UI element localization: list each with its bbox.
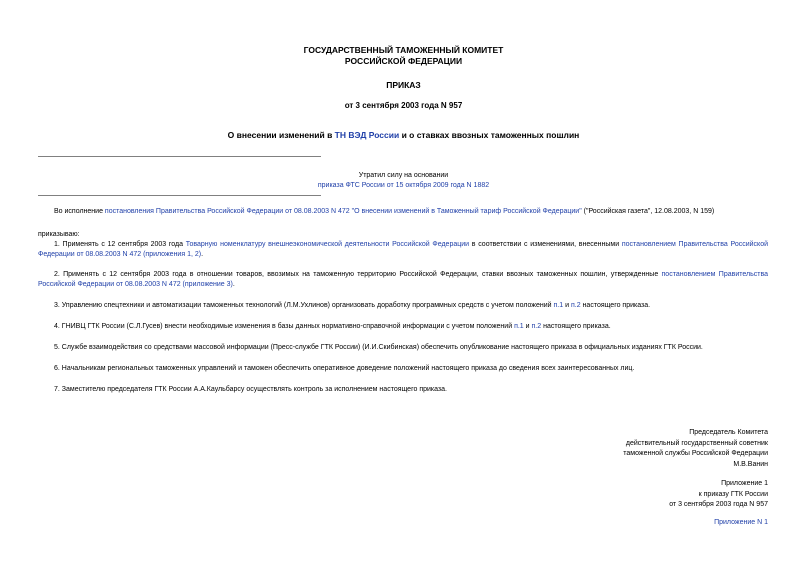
- clause-3: [38, 301, 768, 311]
- preamble-text-end: ("Российская газета", 12.08.2003, N 159): [581, 208, 715, 215]
- resolution-472-appendices-link[interactable]: постановлением Правительства Российской Федерации от 08.08.2003 N 472 (приложения 1, 2): [38, 241, 768, 258]
- preamble: [38, 207, 768, 217]
- appendix-ref: к приказу ГТК России: [698, 490, 768, 498]
- clause-1-text-c: .: [201, 251, 204, 258]
- subject-text-end: и о ставках ввозных таможенных пошлин: [399, 130, 580, 140]
- clause-1-text-b: в соответствии с изменениями, внесенными: [469, 241, 622, 248]
- clause-4-text-b: и: [523, 323, 532, 330]
- order-word: приказываю:: [38, 231, 80, 238]
- issuer-line-2: РОССИЙСКОЙ ФЕДЕРАЦИИ: [344, 56, 463, 66]
- document-subject: [0, 130, 807, 140]
- signature-block: [623, 428, 768, 470]
- signer-rank: действительный государственный советник: [625, 439, 768, 447]
- clause-4-text-a: 4. ГНИВЦ ГТК России (С.Л.Гусев) внести необходимые изменения в базы данных нормативно-справочной информации с учетом положений: [54, 323, 515, 330]
- status-note: [0, 171, 807, 190]
- document-date: от 3 сентября 2003 года N 957: [344, 101, 463, 110]
- clause-3-p2-link[interactable]: п.2: [570, 302, 581, 309]
- divider-top: [38, 156, 321, 157]
- signer-service: таможенной службы Российской Федерации: [623, 450, 768, 457]
- clause-2-text-b: .: [232, 281, 235, 288]
- clause-2-text-a: 2. Применять с 12 сентября 2003 года в отношении товаров, ввозимых на таможенную территорию Российской Федерации, ставки ввозных таможенных пошлин, утвержденные: [54, 271, 662, 278]
- signer-name: М.В.Ванин: [733, 460, 768, 468]
- clause-7: 7. Заместителю председателя ГТК России А.А.Каульбарсу осуществлять контроль за исполнением настоящего приказа.: [54, 386, 447, 393]
- tn-ved-link[interactable]: ТН ВЭД России: [334, 130, 400, 140]
- appendix-block: [669, 479, 768, 511]
- clause-6: 6. Начальникам региональных таможенных управлений и таможен обеспечить оперативное доведение положений настоящего приказа до сведения всех заинтересованных лиц.: [54, 365, 635, 372]
- repeal-order-link[interactable]: приказа ФТС России от 15 октября 2009 года N 1882: [317, 181, 490, 189]
- clause-3-text-c: настоящего приказа.: [580, 302, 651, 309]
- issuer-line-1: ГОСУДАРСТВЕННЫЙ ТАМОЖЕННЫЙ КОМИТЕТ: [303, 45, 504, 55]
- appendix-title: Приложение 1: [721, 480, 768, 487]
- clause-1-text-a: 1. Применять с 12 сентября 2003 года: [54, 241, 186, 248]
- clause-3-text-a: 3. Управлению спецтехники и автоматизации таможенных технологий (Л.М.Ухлинов) организовать доработку программных средств с учетом положений: [54, 302, 554, 309]
- issuer-header: [0, 45, 807, 67]
- appendix-link-block: [714, 518, 768, 529]
- clause-5: 5. Службе взаимодействия со средствами массовой информации (Пресс-службе ГТК России) (И.И.Скибинская) обеспечить опубликование настоящего приказа в официальных изданиях ГТК России.: [54, 344, 703, 351]
- clause-1: [38, 240, 768, 260]
- clause-4-text-c: настоящего приказа.: [541, 323, 611, 330]
- resolution-472-appendix-3-link[interactable]: постановлением Правительства Российской Федерации от 08.08.2003 N 472 (приложение 3): [38, 271, 768, 288]
- resolution-472-link[interactable]: постановления Правительства Российской Федерации от 08.08.2003 N 472 "О внесении изменений в Таможенный тариф Российской Федерации": [104, 208, 582, 215]
- clause-4: [38, 322, 768, 332]
- clause-2: [38, 270, 768, 290]
- clause-3-p1-link[interactable]: п.1: [553, 302, 564, 309]
- subject-text-start: О внесении изменений в: [227, 130, 335, 140]
- clause-3-text-b: и: [563, 302, 571, 309]
- status-note-text: Утратил силу на основании: [358, 172, 449, 179]
- clause-4-p1-link[interactable]: п.1: [514, 323, 524, 330]
- divider-bottom: [38, 195, 321, 196]
- preamble-text-start: Во исполнение: [54, 208, 105, 215]
- appendix-date: от 3 сентября 2003 года N 957: [669, 501, 768, 508]
- appendix-1-link[interactable]: Приложение N 1: [714, 519, 768, 526]
- tn-ved-nomenclature-link[interactable]: Товарную номенклатуру внешнеэкономической деятельности Российской Федерации: [185, 241, 470, 248]
- document-type: ПРИКАЗ: [386, 80, 421, 90]
- signer-title: Председатель Комитета: [689, 429, 768, 436]
- clause-4-p2-link[interactable]: п.2: [531, 323, 542, 330]
